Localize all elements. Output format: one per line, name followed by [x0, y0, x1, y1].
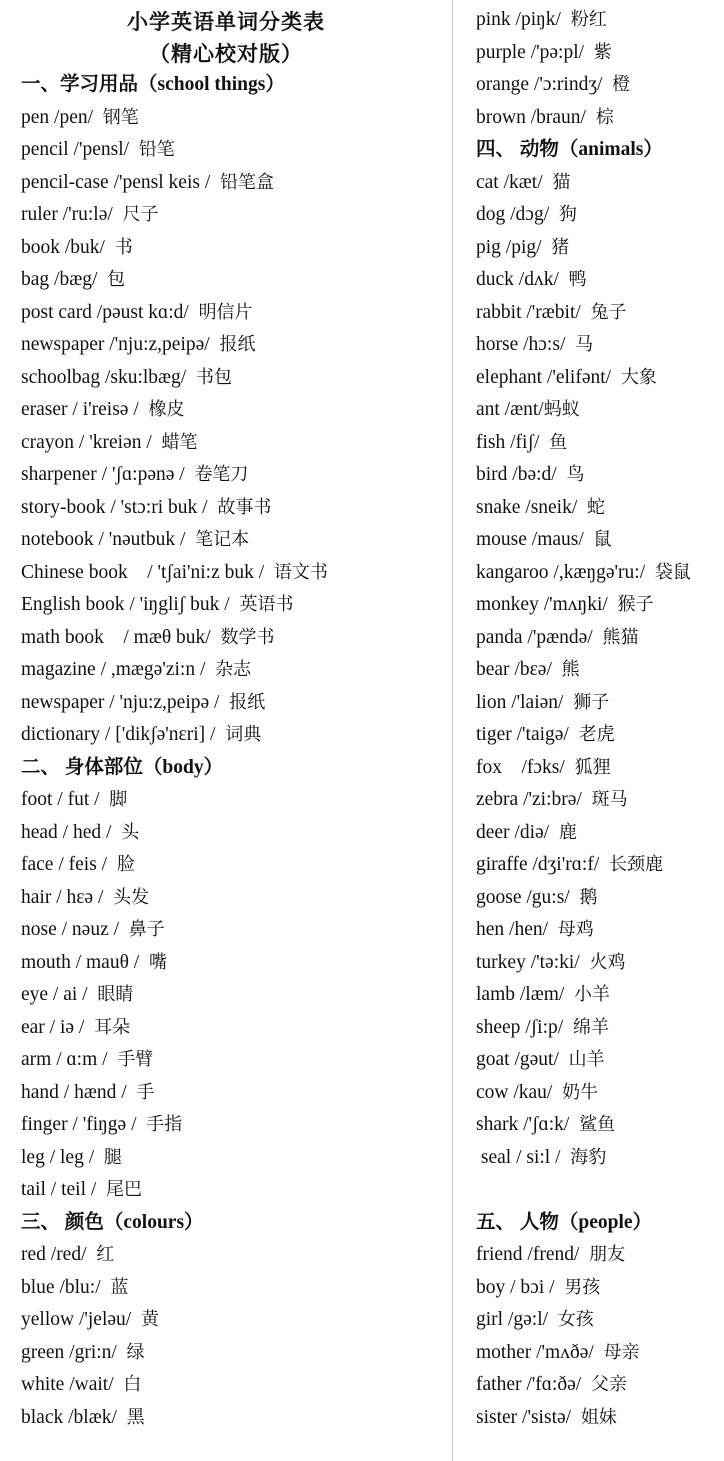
section-heading: 三、 颜色（colours）	[21, 1211, 204, 1233]
word-chinese: 报纸	[219, 334, 256, 355]
word-english: mother /'mʌðə/	[476, 1341, 604, 1363]
word-entry	[476, 427, 567, 459]
word-chinese: 尾巴	[106, 1179, 143, 1200]
word-chinese: 兔子	[590, 301, 627, 323]
word-chinese: 明信片	[198, 301, 253, 323]
word-entry	[476, 102, 614, 134]
word-english: dictionary / ['dikʃə'nεri] /	[21, 724, 226, 745]
word-english: snake /sneik/	[476, 496, 588, 518]
word-chinese: 头发	[113, 886, 150, 908]
word-english: blue /blu:/	[21, 1276, 111, 1298]
word-english: crayon / 'kreiən /	[21, 431, 162, 453]
word-english: girl /gə:l/	[476, 1309, 558, 1330]
word-entry	[476, 362, 657, 394]
word-english: hand / hænd /	[21, 1081, 137, 1103]
section-heading: 五、 人物（people）	[476, 1211, 653, 1233]
word-entry	[476, 654, 580, 686]
word-chinese: 蛇	[587, 496, 606, 518]
word-chinese: 大象	[620, 366, 657, 388]
word-chinese: 书包	[195, 366, 232, 388]
word-entry	[21, 1044, 153, 1076]
word-english: nose / nəuz /	[21, 919, 129, 940]
word-chinese: 海豹	[570, 1146, 607, 1168]
word-english: hair / hεə /	[21, 886, 114, 908]
word-english: face / feis /	[21, 854, 117, 875]
word-english: dog /dɔg/	[476, 204, 559, 225]
word-chinese: 鸟	[566, 464, 585, 485]
word-english: turkey /'tə:ki/	[476, 951, 590, 973]
word-entry	[21, 492, 271, 524]
word-english: black /blæk/	[21, 1406, 127, 1428]
word-chinese: 鹿	[558, 821, 577, 843]
word-english: ant /ænt/	[476, 399, 544, 420]
word-chinese: 黑	[126, 1406, 145, 1428]
word-english: pig /pig/	[476, 236, 552, 258]
word-english: fox /fɔks/	[476, 756, 575, 778]
word-chinese: 熊猫	[602, 626, 639, 648]
page-title: 小学英语单词分类表	[127, 10, 325, 34]
word-entry	[21, 1109, 182, 1141]
word-entry	[21, 1174, 142, 1206]
word-entry	[21, 1272, 128, 1304]
word-english: mouse /maus/	[476, 529, 594, 550]
word-english: cat /kæt/	[476, 171, 553, 193]
word-chinese: 橙	[612, 74, 631, 95]
word-english: pen /pen/	[21, 106, 103, 128]
word-english: ear / iə /	[21, 1016, 95, 1038]
word-chinese: 斑马	[591, 789, 628, 810]
word-english: mouth / mauθ /	[21, 951, 149, 973]
word-english: Chinese book / 'tʃai'ni:z buk /	[21, 561, 274, 583]
column-divider	[452, 0, 453, 1461]
word-english: schoolbag /sku:lbæg/	[21, 366, 196, 388]
word-chinese: 手	[136, 1081, 155, 1103]
word-english: sharpener / 'ʃɑ:pənə /	[21, 464, 195, 485]
word-entry	[476, 1077, 598, 1109]
word-entry	[21, 784, 127, 816]
word-entry	[476, 947, 625, 979]
word-entry	[21, 394, 185, 426]
word-chinese: 猫	[552, 171, 571, 193]
word-entry	[21, 199, 159, 231]
word-chinese: 手臂	[117, 1049, 154, 1070]
word-english: goat /gəut/	[476, 1049, 569, 1070]
word-english: lion /'laiən/	[476, 691, 574, 713]
word-chinese: 包	[107, 269, 126, 290]
word-english: notebook / 'nəutbuk /	[21, 529, 196, 550]
word-entry	[476, 979, 610, 1011]
word-entry	[476, 817, 577, 849]
word-entry	[21, 459, 248, 491]
word-entry	[21, 1402, 145, 1434]
word-chinese: 鸭	[568, 269, 587, 290]
word-chinese: 尺子	[122, 204, 159, 225]
word-chinese: 笔记本	[195, 529, 250, 550]
word-chinese: 铅笔盒	[220, 171, 274, 193]
word-chinese: 数学书	[220, 626, 275, 648]
word-chinese: 棕	[595, 106, 614, 128]
word-english: bag /bæg/	[21, 269, 108, 290]
word-english: duck /dʌk/	[476, 269, 569, 290]
word-chinese: 卷笔刀	[194, 464, 249, 485]
word-english: book /buk/	[21, 236, 115, 258]
word-entry	[476, 264, 587, 296]
section-heading: 二、 身体部位（body）	[21, 756, 224, 778]
word-english: panda /'pændə/	[476, 626, 603, 648]
section-heading: 四、 动物（animals）	[476, 139, 663, 160]
word-chinese: 黄	[140, 1309, 159, 1330]
word-english: sister /'sistə/	[476, 1406, 581, 1428]
word-chinese: 报纸	[229, 691, 266, 713]
word-english: eraser / i'reisə /	[21, 399, 149, 420]
word-entry	[476, 1044, 605, 1076]
word-english: tiger /'taigə/	[476, 724, 579, 745]
word-english: red /red/	[21, 1244, 97, 1265]
word-entry	[476, 394, 580, 426]
word-chinese: 语文书	[273, 561, 328, 583]
word-english: goose /gu:s/	[476, 886, 580, 908]
word-chinese: 老虎	[578, 724, 615, 745]
word-chinese: 狗	[558, 204, 577, 225]
word-english: pink /piŋk/	[476, 9, 571, 30]
word-chinese: 猪	[551, 236, 570, 258]
word-english: orange /'ɔ:rindʒ/	[476, 74, 613, 95]
word-english: arm / ɑ:m /	[21, 1049, 118, 1070]
word-english: pencil-case /'pensl keis /	[21, 171, 220, 193]
word-entry	[476, 199, 577, 231]
word-chinese: 脸	[116, 854, 135, 875]
word-chinese: 女孩	[557, 1309, 594, 1330]
word-chinese: 手指	[146, 1114, 183, 1135]
word-entry	[21, 1142, 122, 1174]
word-entry	[21, 362, 232, 394]
word-entry	[21, 882, 149, 914]
word-chinese: 朋友	[589, 1244, 626, 1265]
word-chinese: 耳朵	[94, 1016, 131, 1038]
word-entry	[476, 719, 615, 751]
word-entry	[476, 167, 570, 199]
word-english: finger / 'fiŋgə /	[21, 1114, 147, 1135]
word-english: seal / si:l /	[476, 1146, 571, 1168]
word-chinese: 狮子	[573, 691, 610, 713]
word-chinese: 小羊	[574, 984, 611, 1005]
word-entry	[476, 232, 569, 264]
word-english: kangaroo /,kæŋgə'ru:/	[476, 561, 655, 583]
word-english: giraffe /dʒi'rɑ:f/	[476, 854, 610, 875]
word-chinese: 眼睛	[97, 984, 134, 1005]
word-entry	[21, 167, 274, 199]
word-chinese: 故事书	[217, 496, 272, 518]
word-english: story-book / 'stɔ:ri buk /	[21, 496, 218, 518]
word-entry	[21, 622, 274, 654]
word-english: father /'fɑ:ðə/	[476, 1374, 591, 1395]
word-entry	[476, 1239, 625, 1271]
word-chinese: 绿	[126, 1341, 145, 1363]
word-entry	[21, 849, 135, 881]
word-chinese: 熊	[561, 659, 580, 680]
word-english: post card /pəust kɑ:d/	[21, 301, 199, 323]
word-entry	[21, 687, 265, 719]
word-entry	[476, 1142, 606, 1174]
word-entry	[21, 297, 253, 329]
word-chinese: 山羊	[568, 1049, 605, 1070]
word-entry	[476, 882, 597, 914]
word-entry	[476, 1402, 617, 1434]
word-entry	[476, 1272, 600, 1304]
word-entry	[21, 557, 328, 589]
word-entry	[476, 752, 611, 784]
word-chinese: 母鸡	[557, 919, 594, 940]
word-entry	[21, 329, 255, 361]
word-english: green /gri:n/	[21, 1341, 127, 1363]
word-chinese: 鱼	[549, 431, 568, 453]
word-entry	[21, 947, 167, 979]
word-english: elephant /'elifənt/	[476, 366, 621, 388]
word-entry	[476, 69, 630, 101]
word-chinese: 鼠	[593, 529, 612, 550]
word-english: boy / bɔi /	[476, 1276, 565, 1298]
word-chinese: 红	[96, 1244, 115, 1265]
word-chinese: 白	[123, 1374, 142, 1395]
word-chinese: 词典	[225, 724, 262, 745]
word-entry	[476, 1109, 615, 1141]
section-heading: 一、学习用品（school things）	[21, 74, 285, 95]
word-entry	[476, 1369, 627, 1401]
word-chinese: 嘴	[148, 951, 167, 973]
word-entry	[476, 784, 628, 816]
word-chinese: 杂志	[215, 659, 252, 680]
word-english: deer /diə/	[476, 821, 559, 843]
word-english: English book / 'iŋgliʃ buk /	[21, 594, 240, 615]
word-english: sheep /ʃi:p/	[476, 1016, 573, 1038]
word-chinese: 书	[114, 236, 133, 258]
word-english: shark /'ʃɑ:k/	[476, 1114, 580, 1135]
word-entry	[21, 264, 125, 296]
word-entry	[21, 1012, 130, 1044]
word-entry	[21, 1337, 145, 1369]
word-chinese: 绵羊	[572, 1016, 609, 1038]
word-english: tail / teil /	[21, 1179, 107, 1200]
word-entry	[21, 427, 198, 459]
word-chinese: 英语书	[239, 594, 294, 615]
word-chinese: 蜡笔	[161, 431, 198, 453]
word-chinese: 男孩	[564, 1276, 601, 1298]
word-chinese: 猴子	[617, 594, 654, 615]
word-entry	[21, 1369, 141, 1401]
word-entry	[21, 1304, 159, 1336]
word-english: bear /bεə/	[476, 659, 562, 680]
word-entry	[21, 1239, 114, 1271]
word-chinese: 父亲	[590, 1374, 627, 1395]
word-entry	[476, 1337, 640, 1369]
word-entry	[476, 622, 638, 654]
word-entry	[476, 849, 663, 881]
word-english: eye / ai /	[21, 984, 98, 1005]
word-english: newspaper /'nju:z,peipə/	[21, 334, 220, 355]
word-chinese: 腿	[103, 1146, 122, 1168]
word-entry	[476, 1304, 594, 1336]
word-english: friend /frend/	[476, 1244, 590, 1265]
word-chinese: 铅笔	[138, 139, 175, 160]
word-english: leg / leg /	[21, 1146, 104, 1168]
word-entry	[21, 134, 175, 166]
page-subtitle: （精心校对版）	[149, 42, 303, 66]
word-entry	[21, 817, 139, 849]
word-english: yellow /'jeləu/	[21, 1309, 141, 1330]
word-chinese: 脚	[109, 789, 128, 810]
word-entry	[21, 524, 249, 556]
word-english: cow /kau/	[476, 1081, 563, 1103]
word-english: purple /'pə:pl/	[476, 41, 594, 63]
word-english: math book / mæθ buk/	[21, 626, 221, 648]
word-entry	[476, 524, 612, 556]
word-chinese: 蚂蚁	[543, 399, 580, 420]
word-entry	[476, 329, 593, 361]
word-english: ruler /'ru:lə/	[21, 204, 123, 225]
word-chinese: 蓝	[110, 1276, 129, 1298]
word-english: bird /bə:d/	[476, 464, 567, 485]
word-chinese: 火鸡	[589, 951, 626, 973]
word-entry	[21, 719, 261, 751]
word-chinese: 姐妹	[580, 1406, 617, 1428]
word-english: horse /hɔ:s/	[476, 334, 576, 355]
word-chinese: 橡皮	[148, 399, 185, 420]
word-english: brown /braun/	[476, 106, 596, 128]
word-entry	[476, 459, 584, 491]
word-chinese: 钢笔	[102, 106, 139, 128]
word-english: newspaper / 'nju:z,peipə /	[21, 691, 230, 713]
word-english: magazine / ,mægə'zi:n /	[21, 659, 216, 680]
word-chinese: 鹅	[579, 886, 598, 908]
word-chinese: 紫	[593, 41, 612, 63]
word-entry	[21, 232, 133, 264]
word-english: head / hed /	[21, 821, 122, 843]
word-entry	[21, 979, 133, 1011]
word-english: pencil /'pensl/	[21, 139, 139, 160]
word-entry	[476, 4, 607, 36]
word-english: zebra /'zi:brə/	[476, 789, 592, 810]
word-chinese: 母亲	[603, 1341, 640, 1363]
word-chinese: 长颈鹿	[609, 854, 664, 875]
word-entry	[476, 492, 605, 524]
word-entry	[476, 37, 612, 69]
word-chinese: 马	[575, 334, 594, 355]
word-english: monkey /'mʌŋki/	[476, 594, 618, 615]
word-chinese: 鼻子	[128, 919, 165, 940]
word-entry	[21, 914, 165, 946]
word-english: lamb /læm/	[476, 984, 575, 1005]
word-english: white /wait/	[21, 1374, 124, 1395]
word-english: rabbit /'ræbit/	[476, 301, 591, 323]
word-entry	[21, 589, 293, 621]
word-chinese: 粉红	[570, 9, 607, 30]
word-english: foot / fut /	[21, 789, 110, 810]
word-entry	[476, 297, 627, 329]
word-entry	[476, 557, 691, 589]
word-entry	[21, 1077, 154, 1109]
word-entry	[476, 914, 594, 946]
word-entry	[476, 687, 609, 719]
word-chinese: 鲨鱼	[579, 1114, 616, 1135]
word-entry	[476, 1012, 609, 1044]
word-entry	[21, 654, 251, 686]
word-chinese: 狐狸	[574, 756, 611, 778]
word-chinese: 头	[121, 821, 140, 843]
word-chinese: 袋鼠	[654, 561, 691, 583]
word-entry	[21, 102, 139, 134]
word-entry	[476, 589, 654, 621]
word-english: hen /hen/	[476, 919, 558, 940]
word-chinese: 奶牛	[562, 1081, 599, 1103]
word-english: fish /fiʃ/	[476, 431, 550, 453]
